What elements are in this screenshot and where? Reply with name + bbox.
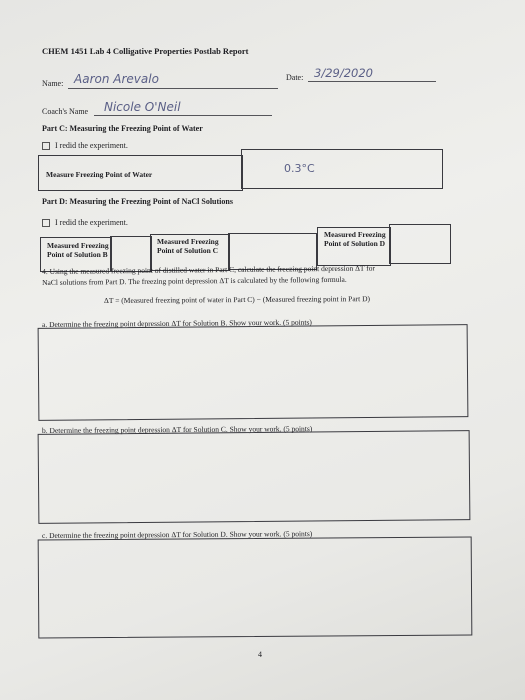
- page-number: 4: [258, 650, 262, 659]
- name-value[interactable]: Aaron Arevalo: [74, 72, 159, 86]
- solution-d-value-cell[interactable]: [389, 224, 451, 264]
- solution-c-label: Measured Freezing Point of Solution C: [157, 237, 219, 255]
- question-c-label: c. Determine the freezing point depression ΔT for Solution D. Show your work. (5 points): [42, 529, 313, 540]
- page-title: CHEM 1451 Lab 4 Colligative Properties Postlab Report: [42, 46, 249, 56]
- solution-d-label-cell: [317, 227, 391, 266]
- part-c-label-cell: [38, 155, 243, 191]
- part-c-measure-label: Measure Freezing Point of Water: [46, 170, 153, 179]
- question-a-answer-box[interactable]: [38, 324, 469, 421]
- q4-text-line1: 4. Using the measured freezing point of distilled water in Part C, calculate the freezing point depression ΔT for: [42, 263, 375, 276]
- part-d-checkbox-label: I redid the experiment.: [55, 218, 128, 227]
- solution-b-label: Measured Freezing Point of Solution B: [47, 241, 109, 259]
- q4-formula: ΔT = (Measured freezing point of water in Part C) − (Measured freezing point in Part D): [104, 294, 371, 305]
- part-c-checkbox-label: I redid the experiment.: [55, 141, 128, 150]
- q4-text-line2: NaCl solutions from Part D. The freezing point depression ΔT is calculated by the following formula.: [42, 274, 347, 287]
- part-d-heading: Part D: Measuring the Freezing Point of NaCl Solutions: [42, 197, 233, 206]
- question-a-label: a. Determine the freezing point depression ΔT for Solution B. Show your work. (5 points): [42, 317, 312, 329]
- question-c-answer-box[interactable]: [38, 536, 473, 638]
- coach-underline-line: [94, 115, 272, 116]
- part-d-checkbox[interactable]: [42, 219, 50, 227]
- coach-label: Coach's Name: [42, 107, 89, 116]
- part-c-checkbox-row[interactable]: [42, 141, 128, 150]
- name-underline: [68, 88, 278, 89]
- part-c-value-cell[interactable]: [241, 149, 443, 189]
- coach-value[interactable]: Nicole O'Neil: [104, 100, 181, 114]
- name-label: Name:: [42, 79, 64, 88]
- date-label: Date:: [286, 73, 304, 82]
- question-b-answer-box[interactable]: [38, 430, 471, 524]
- question-b-label: b. Determine the freezing point depression ΔT for Solution C. Show your work. (5 points): [42, 424, 313, 435]
- part-c-checkbox[interactable]: [42, 142, 50, 150]
- part-d-checkbox-row[interactable]: [42, 218, 128, 227]
- solution-d-label: Measured Freezing Point of Solution D: [324, 230, 386, 248]
- date-value[interactable]: 3/29/2020: [314, 66, 373, 80]
- date-underline: [308, 81, 436, 82]
- part-c-heading: Part C: Measuring the Freezing Point of Water: [42, 124, 203, 133]
- part-c-measure-value[interactable]: 0.3°C: [284, 162, 315, 175]
